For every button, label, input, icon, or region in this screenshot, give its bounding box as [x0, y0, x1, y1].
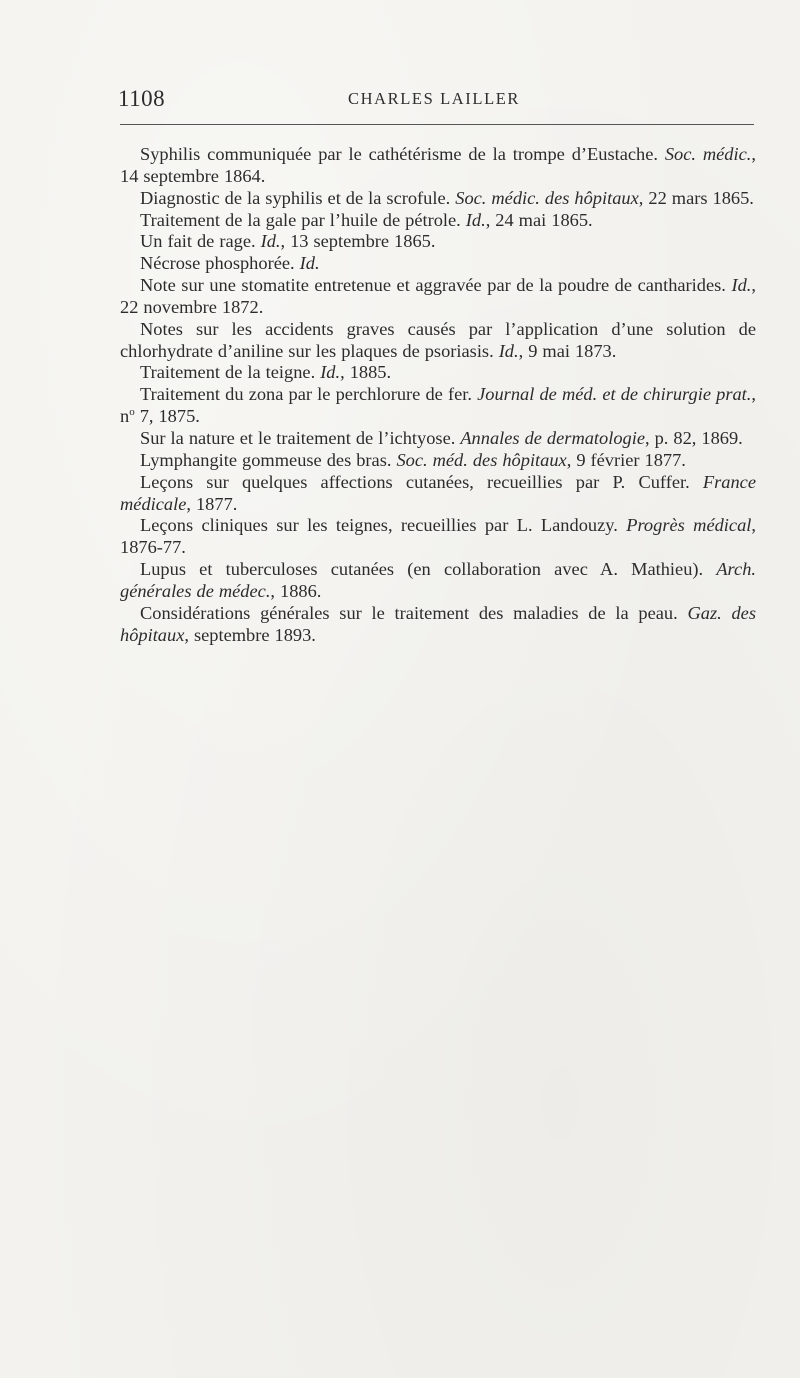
- header-rule: [120, 124, 754, 125]
- bibliography-entry: [120, 450, 756, 472]
- source-title: Id.: [731, 275, 752, 296]
- bibliography-entry: [120, 275, 756, 319]
- running-head: CHARLES LAILLER: [348, 89, 521, 108]
- entry-text: , 9 mai 1873.: [518, 340, 617, 361]
- entry-text: , n: [120, 384, 756, 427]
- entry-text: , p. 82, 1869.: [645, 427, 743, 448]
- entry-text: , 13 septembre 1865.: [280, 231, 436, 252]
- source-title: Journal de méd. et de chirurgie prat.: [477, 384, 752, 405]
- entry-text: , septembre 1893.: [184, 624, 316, 645]
- entry-text: , 1876-77.: [120, 515, 756, 558]
- entry-text: , 1885.: [340, 362, 392, 383]
- entry-text: , 24 mai 1865.: [485, 209, 593, 230]
- entry-text: Sur la nature et le traitement de l’ichtyose.: [140, 427, 461, 448]
- bibliography-entry: [120, 188, 756, 210]
- entry-text: Traitement du zona par le perchlorure de fer.: [140, 384, 478, 405]
- entry-text: Syphilis communiquée par le cathétérisme de la trompe d’Eustache.: [140, 144, 665, 164]
- entry-text: Notes sur les accidents graves causés par l’application d’une solution de chlorhydrate d’aniline sur les plaques de psoriasis.: [120, 318, 756, 361]
- entry-text: , 9 février 1877.: [566, 449, 686, 470]
- source-title: Soc. médic. des hôpitaux: [455, 187, 639, 208]
- entry-text: , 1886.: [270, 580, 322, 601]
- source-title: Soc. médic.: [664, 144, 752, 164]
- bibliography-entry: [120, 210, 756, 232]
- entry-text: Lupus et tuberculoses cutanées (en collaboration avec A. Mathieu).: [140, 559, 717, 580]
- source-title: Id.: [260, 231, 281, 252]
- bibliography-entry: [120, 472, 756, 516]
- entry-text: Lymphangite gommeuse des bras.: [140, 449, 397, 470]
- entry-text: Leçons sur quelques affections cutanées, recueillies par P. Cuffer.: [140, 471, 703, 492]
- entry-text: Considérations générales sur le traitement des maladies de la peau.: [140, 602, 688, 623]
- source-title: Progrès médical: [626, 515, 752, 536]
- source-title: Id.: [465, 209, 486, 230]
- source-title: Gaz. des hôpitaux: [120, 602, 756, 645]
- entry-text: Traitement de la gale par l’huile de pétrole.: [140, 209, 466, 230]
- entry-text: Diagnostic de la syphilis et de la scrofule.: [140, 187, 456, 208]
- bibliography-entry: [120, 603, 756, 647]
- bibliography-entry: [120, 362, 756, 384]
- source-title: Arch. générales de médec.: [120, 559, 756, 601]
- source-title: Id.: [320, 362, 341, 383]
- bibliography-entry: [120, 384, 756, 428]
- bibliography-entry: [120, 319, 756, 363]
- bibliography-entry: [120, 253, 756, 275]
- source-title: Annales de dermatologie: [460, 427, 645, 448]
- superscript: o: [129, 406, 135, 418]
- entry-text: Nécrose phosphorée.: [140, 253, 300, 274]
- bibliography-list: [120, 144, 756, 646]
- entry-text: Traitement de la teigne.: [140, 362, 321, 383]
- entry-text: 7, 1875.: [134, 406, 200, 427]
- page-number: 1108: [118, 86, 166, 111]
- source-title: Id.: [299, 253, 320, 274]
- entry-text: , 22 mars 1865.: [638, 187, 754, 208]
- bibliography-entry: [120, 231, 756, 253]
- source-title: Id.: [498, 340, 519, 361]
- source-title: France médicale: [120, 471, 756, 514]
- bibliography-entry: [120, 428, 756, 450]
- entry-text: Un fait de rage.: [140, 231, 261, 252]
- bibliography-entry: [120, 559, 756, 603]
- entry-text: , 14 septembre 1864.: [120, 144, 756, 186]
- bibliography-entry: [120, 515, 756, 559]
- source-title: Soc. méd. des hôpitaux: [396, 449, 567, 470]
- entry-text: Note sur une stomatite entretenue et aggravée par de la poudre de cantharides.: [140, 275, 732, 296]
- entry-text: Leçons cliniques sur les teignes, recueillies par L. Landouzy.: [140, 515, 627, 536]
- entry-text: , 22 novembre 1872.: [120, 275, 756, 317]
- bibliography-entry: [120, 144, 756, 188]
- page-header: [118, 86, 754, 116]
- entry-text: , 1877.: [186, 493, 238, 514]
